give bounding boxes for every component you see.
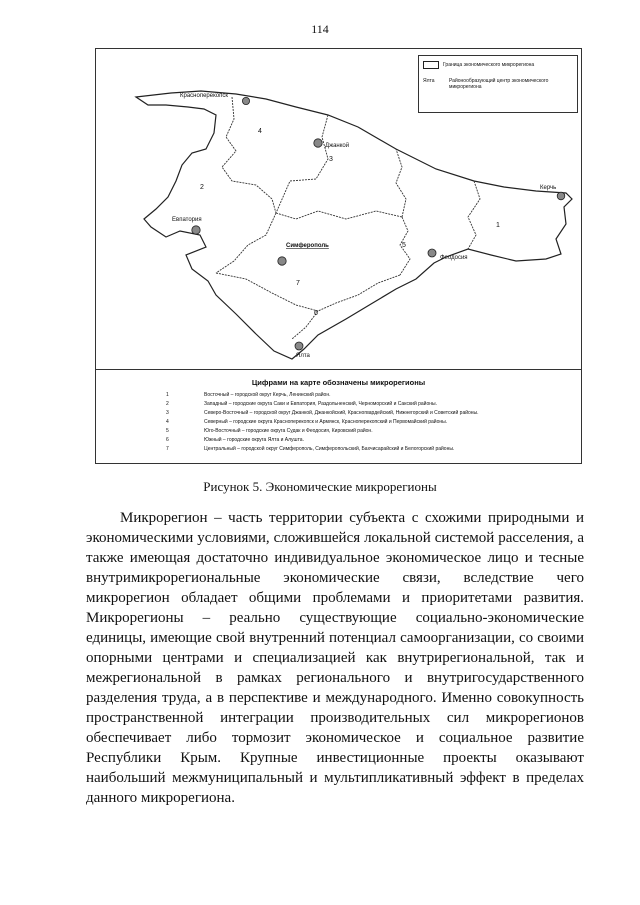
city-markers [192, 97, 565, 350]
region-number-5: 5 [402, 242, 406, 249]
region-number-2: 2 [200, 184, 204, 191]
region-number-7: 7 [296, 280, 300, 287]
legend-center-sample: Ялта [423, 78, 435, 84]
boundary-swatch [423, 61, 439, 69]
city-label-simferopol: Симферополь [286, 243, 329, 249]
legend-boundary-label: Граница экономического микрорегиона [443, 62, 535, 68]
key-row: 3 Северо-Восточный – городской округ Джанкой, Джанкойский, Красногвардейский, Нижнегорский и Советский районы. [166, 410, 479, 416]
city-label-feodosiya: Феодосия [440, 255, 468, 261]
page-number: 114 [311, 22, 329, 36]
legend-center-label: Районообразующий центр экономического микрорегиона [449, 78, 549, 90]
city-marker [314, 139, 322, 147]
city-marker [278, 257, 286, 265]
city-marker [242, 97, 249, 104]
key-row: 5 Юго-Восточный – городские округа Судак и Феодосия, Кировский район. [166, 428, 373, 434]
key-row: 6 Южный – городские округа Ялта и Алушта. [166, 437, 304, 443]
map-legend [418, 55, 578, 113]
city-marker [295, 342, 303, 350]
city-label-krasnoperekopsk: Красноперекопск [180, 93, 228, 99]
city-label-kerch: Керчь [540, 185, 557, 191]
city-marker [428, 249, 436, 257]
figure [95, 48, 582, 464]
region-boundaries [216, 97, 480, 339]
region-number-3: 3 [329, 156, 333, 163]
city-label-dzhankoy: Джанкой [325, 143, 350, 149]
key-row: 7 Центральный – городской округ Симферополь, Симферопольский, Бахчисарайский и Белогорский районы. [166, 446, 455, 452]
region-number-6: 6 [314, 310, 318, 317]
keys-title: Цифрами на карте обозначены микрорегионы [251, 378, 426, 387]
region-key-table [96, 369, 581, 464]
paragraph: Микрорегион – часть территории субъекта с схожими природными и экономическими условиями, сложившейся локальной системой расселения, а также имеющая достаточно индивидуальное экономическое лицо и тесные внутримикрорегиональные экономические связи, вследствие чего микрорегион обладает общими проблемами и приоритетами развития. Микрорегионы – реально существующие социально-экономические единицы, имеющие свой внутренний потенциал самоорганизации, со своими опорными центрами и специализацией как внутрирегиональной, так и межрегиональной в рамках регионального и внутригосударственного разделения труда, а в перспективе и международного. Именно совокупность пространственной интеграции производительных сил микрорегионов обеспечивает либо тормозит экономическое и социальное развитие Республики Крым. Крупные инвестиционные проекты оказывают наибольший межмуниципальный и мультипликативный эффект в пределах данного микрорегиона. [86, 510, 584, 806]
body-text [86, 508, 584, 808]
key-row: 4 Северный – городские округа Красноперекопск и Армянск, Красноперекопский и Первомайский районы. [166, 419, 448, 425]
key-row: 1 Восточный – городской округ Керчь, Ленинский район. [166, 392, 331, 398]
city-marker [557, 192, 565, 200]
city-label-yalta: Ялта [296, 353, 310, 359]
key-row: 2 Западный – городские округа Саки и Евпатория, Раздольненский, Черноморский и Сакский районы. [166, 401, 438, 407]
region-number-4: 4 [258, 128, 262, 135]
city-marker [192, 226, 200, 234]
coastline [136, 91, 572, 359]
city-label-evpatoriya: Евпатория [172, 217, 202, 223]
figure-caption: Рисунок 5. Экономические микрорегионы [203, 479, 437, 494]
region-number-1: 1 [496, 222, 500, 229]
